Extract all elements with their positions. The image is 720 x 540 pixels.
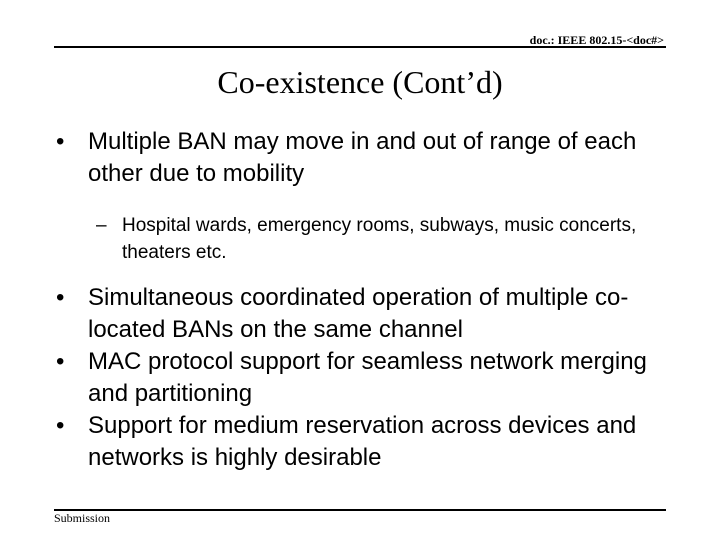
bullet-icon: •: [56, 284, 65, 311]
bullet-item: [56, 282, 686, 346]
document-id: doc.: IEEE 802.15-<doc#>: [529, 33, 664, 47]
sub-bullet-item: [56, 212, 686, 266]
bullet-icon: •: [56, 412, 65, 439]
sub-bullet-text: Hospital wards, emergency rooms, subways, music concerts, theaters etc.: [122, 215, 637, 263]
footer-label: Submission: [54, 511, 111, 525]
slide-title: Co-existence (Cont’d): [217, 64, 503, 100]
bullet-item: [56, 126, 686, 190]
bullet-icon: •: [56, 348, 65, 375]
header-divider: [54, 46, 666, 48]
bullet-text: Simultaneous coordinated operation of multiple co-located BANs on the same channel: [88, 284, 629, 343]
bullet-text: Support for medium reservation across devices and networks is highly desirable: [88, 412, 637, 471]
dash-icon: –: [96, 215, 107, 236]
bullet-item: [56, 346, 686, 410]
footer-divider: [54, 509, 666, 511]
bullet-item: [56, 410, 686, 474]
bullet-text: MAC protocol support for seamless network merging and partitioning: [88, 348, 647, 407]
bullet-icon: •: [56, 128, 65, 155]
bullet-list: [56, 126, 686, 474]
bullet-text: Multiple BAN may move in and out of range of each other due to mobility: [88, 128, 637, 187]
